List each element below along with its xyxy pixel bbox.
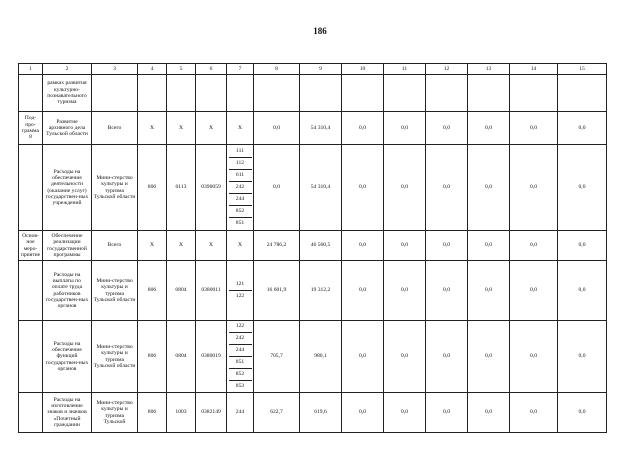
- section-code-cell: 1003: [167, 393, 196, 433]
- amount-cell: 0,0: [468, 393, 510, 433]
- target-article-cell: X: [196, 112, 227, 145]
- executor-cell: Мини-стерство культуры и туризма Тульской области: [92, 321, 138, 393]
- target-article-cell: [196, 75, 227, 112]
- amount-cell: [300, 75, 342, 112]
- expense-type-code: 111: [229, 146, 252, 158]
- expense-type-code: 852: [229, 369, 252, 381]
- amount-cell: 622,7: [254, 393, 300, 433]
- amount-cell: 54 310,4: [300, 112, 342, 145]
- amount-cell: 0,0: [558, 393, 607, 433]
- amount-cell: 0,0: [426, 112, 468, 145]
- amount-cell: 0,0: [342, 112, 384, 145]
- amount-cell: 0,0: [342, 321, 384, 393]
- amount-cell: 0,0: [384, 321, 426, 393]
- table-row: [19, 231, 607, 261]
- column-header: 1: [19, 64, 43, 75]
- expense-type-code: 244: [229, 345, 252, 357]
- expense-type-cell: X: [227, 231, 254, 261]
- column-header: 7: [227, 64, 254, 75]
- expense-type-code: 852: [229, 206, 252, 218]
- program-type-cell: [19, 75, 43, 112]
- amount-cell: [342, 75, 384, 112]
- expense-type-code: 851: [229, 357, 252, 369]
- amount-cell: 0,0: [384, 393, 426, 433]
- expense-type-cell: [227, 75, 254, 112]
- target-article-cell: 0380019: [196, 321, 227, 393]
- section-code-cell: 0113: [167, 145, 196, 231]
- expense-type-code: 851: [235, 220, 245, 226]
- amount-cell: 0,0: [426, 145, 468, 231]
- amount-cell: 0,0: [510, 112, 558, 145]
- ministry-code-cell: X: [138, 231, 167, 261]
- table-body: [19, 64, 607, 433]
- column-header: 11: [384, 64, 426, 75]
- table-row: [19, 261, 607, 321]
- amount-cell: 980,1: [300, 321, 342, 393]
- table-row: [19, 393, 607, 433]
- section-code-cell: 0804: [167, 321, 196, 393]
- column-header: 9: [300, 64, 342, 75]
- amount-cell: 0,0: [510, 261, 558, 321]
- amount-cell: 0,0: [342, 231, 384, 261]
- amount-cell: [426, 75, 468, 112]
- amount-cell: 0,0: [384, 261, 426, 321]
- ministry-code-cell: X: [138, 112, 167, 145]
- amount-cell: 0,0: [384, 231, 426, 261]
- expense-type-code: 122: [235, 293, 245, 299]
- amount-cell: 0,0: [510, 321, 558, 393]
- column-header: 15: [558, 64, 607, 75]
- executor-cell: [92, 75, 138, 112]
- description-cell: Расходы на выплаты по оплате труда работников государствен-ных органов: [43, 261, 92, 321]
- amount-cell: 0,0: [510, 145, 558, 231]
- amount-cell: 0,0: [384, 112, 426, 145]
- table-row: [19, 112, 607, 145]
- amount-cell: 16 601,9: [254, 261, 300, 321]
- amount-cell: [558, 75, 607, 112]
- amount-cell: 0,0: [384, 145, 426, 231]
- table-row: [19, 145, 607, 231]
- expense-type-code: 611: [229, 170, 252, 182]
- amount-cell: 0,0: [558, 321, 607, 393]
- program-type-cell: [19, 145, 43, 231]
- amount-cell: 0,0: [510, 231, 558, 261]
- amount-cell: [510, 75, 558, 112]
- column-header: 6: [196, 64, 227, 75]
- section-code-cell: 0804: [167, 261, 196, 321]
- amount-cell: 0,0: [510, 393, 558, 433]
- amount-cell: 0,0: [426, 261, 468, 321]
- target-article-cell: 0382149: [196, 393, 227, 433]
- expense-type-code: 853: [235, 383, 245, 389]
- amount-cell: 0,0: [342, 145, 384, 231]
- program-type-cell: [19, 261, 43, 321]
- ministry-code-cell: 806: [138, 393, 167, 433]
- expense-type-code: 242: [229, 182, 252, 194]
- column-header: 2: [43, 64, 92, 75]
- amount-cell: 0,0: [558, 261, 607, 321]
- expense-type-cell: X: [227, 112, 254, 145]
- expense-type-code: 242: [229, 333, 252, 345]
- column-header: 10: [342, 64, 384, 75]
- target-article-cell: 0380011: [196, 261, 227, 321]
- program-type-cell: [19, 393, 43, 433]
- amount-cell: 0,0: [468, 145, 510, 231]
- amount-cell: 619,6: [300, 393, 342, 433]
- description-cell: рамках развития культурно-познавательного туризма: [43, 75, 92, 112]
- page-number: 186: [313, 26, 327, 36]
- column-header: 5: [167, 64, 196, 75]
- column-header: 14: [510, 64, 558, 75]
- amount-cell: 0,0: [254, 145, 300, 231]
- header-row: [19, 64, 607, 75]
- ministry-code-cell: 806: [138, 261, 167, 321]
- amount-cell: 0,0: [468, 321, 510, 393]
- expense-type-cell: [227, 321, 254, 393]
- ministry-code-cell: 806: [138, 145, 167, 231]
- column-header: 4: [138, 64, 167, 75]
- amount-cell: 19 312,2: [300, 261, 342, 321]
- section-code-cell: [167, 75, 196, 112]
- expense-type-code: 121: [229, 279, 252, 291]
- executor-cell: Мини-стерство культуры и туризма Тульской области: [92, 261, 138, 321]
- amount-cell: 0,0: [558, 231, 607, 261]
- description-cell: Расходы на обеспечение деятельности (оказание услуг) государствен-ных учреждений: [43, 145, 92, 231]
- column-header: 13: [468, 64, 510, 75]
- section-code-cell: X: [167, 112, 196, 145]
- program-type-cell: Основ-ное меро-приятие: [19, 231, 43, 261]
- description-cell: Развитие архивного дела Тульской области: [43, 112, 92, 145]
- executor-cell: Мини-стерство культуры и туризма Тульской: [92, 393, 138, 433]
- ministry-code-cell: [138, 75, 167, 112]
- amount-cell: 0,0: [426, 321, 468, 393]
- expense-type-code: 244: [229, 194, 252, 206]
- amount-cell: 0,0: [426, 231, 468, 261]
- amount-cell: 46 560,5: [300, 231, 342, 261]
- table-row: [19, 321, 607, 393]
- amount-cell: 54 310,4: [300, 145, 342, 231]
- column-header: 3: [92, 64, 138, 75]
- amount-cell: 0,0: [254, 112, 300, 145]
- amount-cell: 0,0: [468, 112, 510, 145]
- executor-cell: Всего: [92, 231, 138, 261]
- section-code-cell: X: [167, 231, 196, 261]
- expense-type-code: 112: [229, 158, 252, 170]
- executor-cell: Мини-стерство культуры и туризма Тульской области: [92, 145, 138, 231]
- amount-cell: 0,0: [342, 393, 384, 433]
- table-row: [19, 75, 607, 112]
- amount-cell: [254, 75, 300, 112]
- executor-cell: Всего: [92, 112, 138, 145]
- amount-cell: [468, 75, 510, 112]
- description-cell: Обеспечение реализации государственной программы: [43, 231, 92, 261]
- amount-cell: 0,0: [468, 261, 510, 321]
- target-article-cell: 0390059: [196, 145, 227, 231]
- program-type-cell: [19, 321, 43, 393]
- amount-cell: 0,0: [342, 261, 384, 321]
- target-article-cell: X: [196, 231, 227, 261]
- description-cell: Расходы на обеспечение функций государствен-ных органов: [43, 321, 92, 393]
- amount-cell: 0,0: [558, 145, 607, 231]
- program-type-cell: Под-про-грамма 8: [19, 112, 43, 145]
- description-cell: Расходы на изготовление знаков и значков «Почетный граждании: [43, 393, 92, 433]
- amount-cell: 0,0: [426, 393, 468, 433]
- column-header: 8: [254, 64, 300, 75]
- expense-type-cell: [227, 145, 254, 231]
- column-header: 12: [426, 64, 468, 75]
- amount-cell: 705,7: [254, 321, 300, 393]
- amount-cell: [384, 75, 426, 112]
- expense-type-cell: [227, 261, 254, 321]
- expense-type-cell: 244: [227, 393, 254, 433]
- budget-table: [18, 63, 607, 433]
- amount-cell: 24 786,2: [254, 231, 300, 261]
- amount-cell: 0,0: [468, 231, 510, 261]
- ministry-code-cell: 806: [138, 321, 167, 393]
- amount-cell: 0,0: [558, 112, 607, 145]
- expense-type-code: 122: [229, 321, 252, 333]
